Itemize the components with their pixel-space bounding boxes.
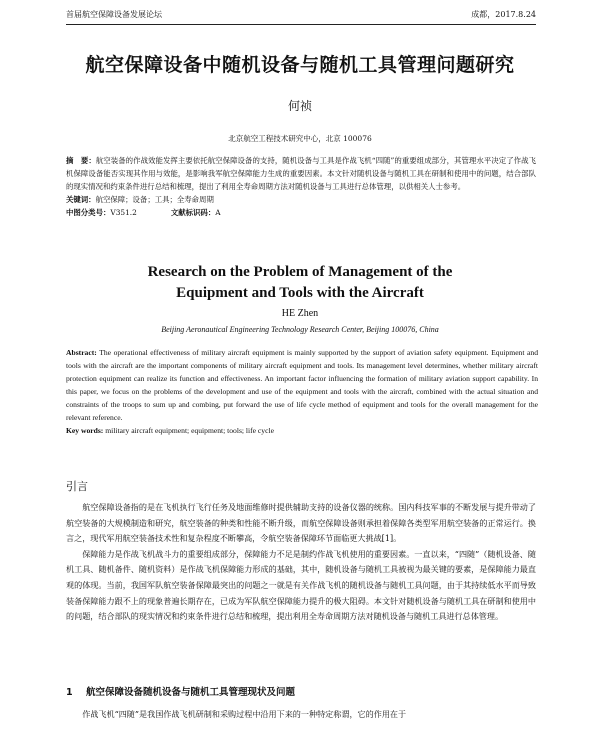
chinese-abstract-text: 航空装备的作战效能发挥主要依托航空保障设备的支持，随机设备与工具是作战飞机“四随”的重要组成部分，其管理水平决定了作战飞机保障设备能否实现其作用与效能，是影响我军航空保障能力生成的重要因素。本文针对随机设备与随机工具在研制和使用中的问题，结合部队的现实情况和约束条件进行总结和梳理，提出了利用全寿命周期方法对随机设备与工具进行总体管理，以供相关人士参考。 bbox=[66, 156, 536, 191]
english-abstract-text: The operational effectiveness of military aircraft equipment is mainly supported by the support of aviation safety equipment. Equipment and tools with the aircraft are the important components of military aircraft equipment and tools. Its management level determines, whether military aircraft protection equipment can realize its function and effectiveness. An important factor influencing the formation of military aviation support capability. In this paper, we focus on the problems of the development and use of the equipment and tools with the aircraft, combined with the actual situation and constraints of the troops to sum up and combing, put forward the use of life cycle method of equipment and tools for the overall management for the relevant reference. bbox=[66, 348, 538, 422]
classification-line bbox=[66, 206, 536, 219]
english-abstract-label: Abstract: bbox=[66, 348, 97, 357]
english-author: HE Zhen bbox=[281, 308, 319, 319]
intro-heading: 引言 bbox=[66, 480, 88, 493]
english-keywords-text: military aircraft equipment; equipment; tools; life cycle bbox=[105, 426, 274, 435]
chinese-abstract bbox=[66, 154, 536, 193]
chinese-title: 航空保障设备中随机设备与随机工具管理问题研究 bbox=[85, 54, 515, 76]
chinese-abstract-label: 摘 要： bbox=[66, 156, 96, 165]
doc-code-label: 文献标识码： bbox=[170, 208, 216, 217]
chinese-keywords bbox=[66, 193, 536, 206]
body-paragraph-1: 航空保障设备指的是在飞机执行飞行任务及地面维修时提供辅助支持的设备仪器的统称。国内科技军事的不断发展与提升带动了航空装备的大规模制造和研究，航空装备的种类和性能不断升级，而航空保障设备则承担着保障各类型军用航空装备的正常运行。换言之，现代军用航空装备技术性和复杂程度不断攀高，令航空装备保障环节面临更大挑战[1]。 bbox=[66, 502, 536, 544]
english-abstract-block bbox=[66, 346, 538, 437]
english-affiliation: Beijing Aeronautical Engineering Technology Research Center, Beijing 100076, China bbox=[161, 325, 439, 334]
clc-label: 中图分类号： bbox=[66, 208, 111, 217]
section-1-heading bbox=[66, 684, 295, 698]
english-title bbox=[0, 262, 600, 304]
english-keywords bbox=[66, 424, 538, 437]
body-paragraph-3: 作战飞机“四随”是我国作战飞机研制和采购过程中沿用下来的一种特定称谓，它的作用在于 bbox=[82, 709, 407, 719]
chinese-affiliation: 北京航空工程技术研究中心，北京 100076 bbox=[228, 134, 372, 143]
running-header bbox=[66, 4, 536, 25]
english-keywords-label: Key words: bbox=[66, 426, 104, 435]
doc-code-value: A bbox=[215, 208, 221, 217]
section-1-title: 航空保障设备随机设备与随机工具管理现状及问题 bbox=[86, 687, 296, 698]
journal-name: 首届航空保障设备发展论坛 bbox=[66, 10, 162, 19]
chinese-keywords-text: 航空保障；设备；工具；全寿命周期 bbox=[95, 195, 214, 204]
english-abstract bbox=[66, 346, 538, 424]
body-paragraph-2: 保障能力是作战飞机战斗力的重要组成部分，保障能力不足是制约作战飞机使用的重要因素。一直以来，“四随”（随机设备、随机工具、随机备件、随机资料）是作战飞机保障能力形成的基础，其中，随机设备与随机工具被视为最关键的要素，是保障能力最直观的体现。当前，我国军队航空装备保障最突出的问题之一就是有关作战飞机的随机设备与随机工具问题，由于其持续低水平而导致装备保障能力跟不上的现象普遍长期存在，已成为军队航空保障能力提升的极大阻碍。本文针对随机设备与随机工具在研制和使用中的问题，结合部队的现实情况和约束条件进行总结和梳理，提出利用全寿命周期方法对随机设备与随机工具进行总体管理。 bbox=[66, 548, 536, 622]
english-title-line-2: Equipment and Tools with the Aircraft bbox=[176, 285, 424, 301]
english-title-line-1: Research on the Problem of Management of the bbox=[147, 264, 453, 280]
chinese-author: 何祯 bbox=[287, 99, 312, 113]
chinese-abstract-block bbox=[66, 154, 536, 219]
section-1-number: 1 bbox=[66, 687, 73, 698]
intro-body bbox=[66, 500, 536, 625]
chinese-keywords-label: 关键词： bbox=[66, 195, 96, 204]
place-date: 成都，2017.8.24 bbox=[471, 10, 536, 19]
clc-value: V351.2 bbox=[110, 208, 137, 217]
